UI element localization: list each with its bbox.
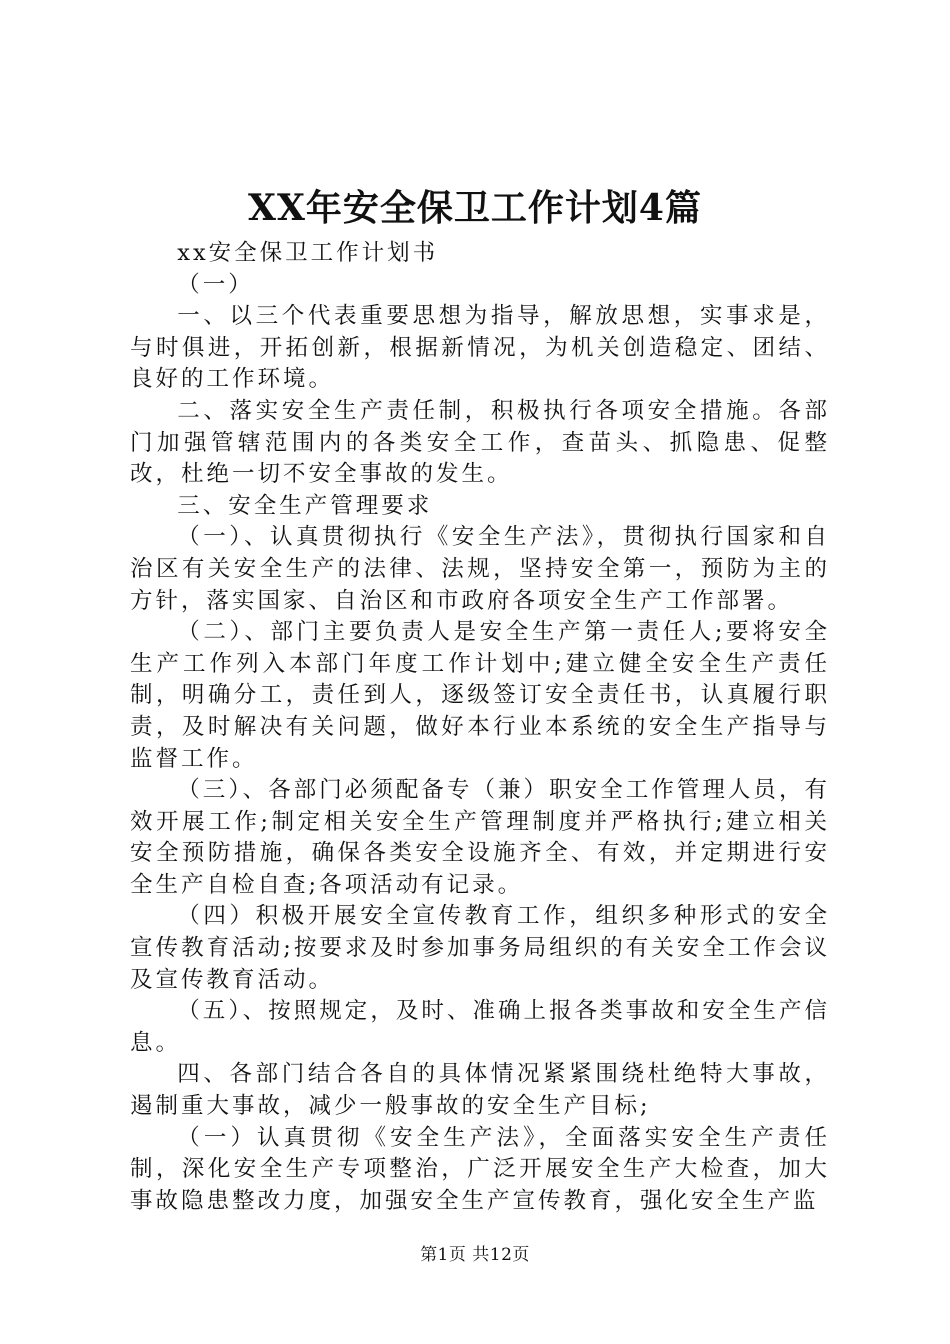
body-paragraph: 一、以三个代表重要思想为指导，解放思想，实事求是，与时俱进，开拓创新，根据新情况，为机关创造稳定、团结、良好的工作环境。 xyxy=(130,303,830,393)
body-paragraph: （四）积极开展安全宣传教育工作，组织多种形式的安全宣传教育活动;按要求及时参加事务局组织的有关安全工作会议及宣传教育活动。 xyxy=(130,903,830,993)
body-paragraph: （五）、按照规定，及时、准确上报各类事故和安全生产信息。 xyxy=(130,998,830,1056)
section-heading-paragraph: 三、安全生产管理要求 xyxy=(177,492,433,519)
body-paragraph: 二、落实安全生产责任制，积极执行各项安全措施。各部门加强管辖范围内的各类安全工作，查苗头、抓隐患、促整改，杜绝一切不安全事故的发生。 xyxy=(130,397,830,488)
page-footer: 第1页 共12页 xyxy=(420,1245,530,1265)
body-paragraph: （一）、认真贯彻执行《安全生产法》，贯彻执行国家和自治区有关安全生产的法律、法规，坚持安全第一，预防为主的方针，落实国家、自治区和市政府各项安全生产工作部署。 xyxy=(130,524,830,614)
body-paragraph: （二）、部门主要负责人是安全生产第一责任人;要将安全生产工作列入本部门年度工作计划中;建立健全安全生产责任制，明确分工，责任到人，逐级签订安全责任书，认真履行职责，及时解决有关问题，做好本行业本系统的安全生产指导与监督工作。 xyxy=(130,619,830,772)
subtitle-paragraph: xx安全保卫工作计划书 xyxy=(177,240,439,266)
document-body xyxy=(130,238,830,1217)
body-paragraph: 四、各部门结合各自的具体情况紧紧围绕杜绝特大事故，遏制重大事故，减少一般事故的安全生产目标; xyxy=(130,1061,830,1120)
document-title: XX年安全保卫工作计划4篇 xyxy=(248,187,702,229)
body-paragraph: （一）认真贯彻《安全生产法》，全面落实安全生产责任制，深化安全生产专项整治，广泛开展安全生产大检查，加大事故隐患整改力度，加强安全生产宣传教育，强化安全生产监 xyxy=(130,1124,830,1214)
body-paragraph: （三）、各部门必须配备专（兼）职安全工作管理人员，有效开展工作;制定相关安全生产管理制度并严格执行;建立相关安全预防措施，确保各类安全设施齐全、有效，并定期进行安全生产自检自查;各项活动有记录。 xyxy=(130,777,830,898)
section-marker-paragraph: （一） xyxy=(177,271,254,298)
